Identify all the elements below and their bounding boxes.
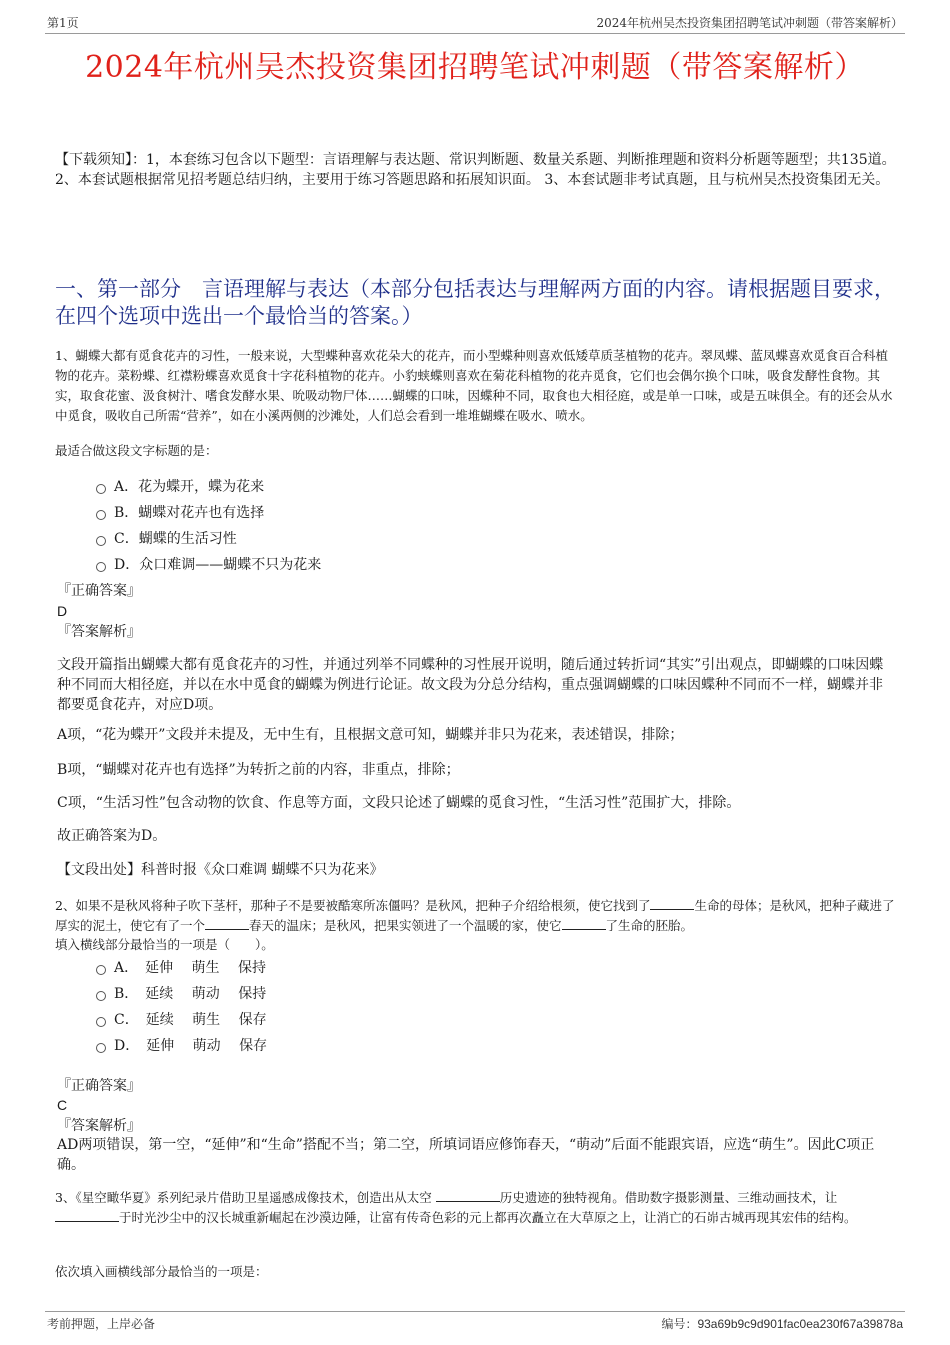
q1-analysis-summary: 文段开篇指出蝴蝶大都有觅食花卉的习性，并通过列举不同蝶种的习性展开说明，随后通过转折词“其实”引出观点，即蝴蝶的口味因蝶种不同而大相径庭，并以在水中觅食的蝴蝶为例进行论证。故文段为分总分结构，重点强调蝴蝶的口味因蝶种不同而不一样，蝴蝶并非都要觅食花卉，对应D项。 — [57, 657, 884, 713]
footer-divider — [45, 1311, 905, 1312]
q2-stem — [55, 896, 900, 936]
page-title: 2024年杭州吴杰投资集团招聘笔试冲刺题（带答案解析） — [85, 50, 865, 85]
footer-code — [661, 1315, 903, 1332]
option-label: B． 延续 萌动 保持 — [114, 986, 267, 1002]
q2-answer-label: 『正确答案』 — [57, 1078, 141, 1094]
radio-icon[interactable] — [96, 1017, 106, 1027]
option-label: A．花为蝶开，蝶为花来 — [114, 479, 265, 495]
q3-question: 依次填入画横线部分最恰当的一项是： — [55, 1264, 268, 1279]
blank-line — [205, 917, 249, 930]
q2-analysis-label: 『答案解析』 — [57, 1118, 141, 1134]
q1-analysis-label: 『答案解析』 — [57, 624, 141, 640]
q1-question: 最适合做这段文字标题的是： — [55, 443, 218, 458]
q1-analysis-conclusion: 故正确答案为D。 — [57, 828, 167, 844]
q1-analysis-c: C项，“生活习性”包含动物的饮食、作息等方面，文段只论述了蝴蝶的觅食习性，“生活习性”范围扩大，排除。 — [57, 795, 741, 811]
q1-source: 【文段出处】科普时报《众口难调 蝴蝶不只为花来》 — [57, 862, 384, 878]
q1-stem: 1、蝴蝶大都有觅食花卉的习性，一般来说，大型蝶种喜欢花朵大的花卉，而小型蝶种则喜欢低矮草质茎植物的花卉。翠凤蝶、蓝凤蝶喜欢觅食百合科植物的花卉。菜粉蝶、红襟粉蝶喜欢觅食十字花科植物的花卉。小豹蛱蝶则喜欢在菊花科植物的花卉觅食，它们也会偶尔换个口味，吸食发酵性食物。其实，取食花蜜、汲食树汁、嗜食发酵水果、吮吸动物尸体……蝴蝶的口味，因蝶种不同，取食也大相径庭，或是单一口味，或是五味俱全。有的还会从水中觅食，吸收自己所需“营养”，如在小溪两侧的沙滩处，人们总会看到一堆堆蝴蝶在吸水、喷水。 — [55, 348, 893, 423]
q2-option-b[interactable] — [96, 984, 266, 1004]
q1-option-a[interactable] — [96, 477, 264, 497]
q1-analysis-a: A项，“花为蝶开”文段并未提及，无中生有，且根据文意可知，蝴蝶并非只为花来，表述错误，排除； — [57, 727, 684, 743]
q2-option-c[interactable] — [96, 1010, 267, 1030]
option-label: D．众口难调——蝴蝶不只为花来 — [114, 557, 322, 573]
q1-analysis-b: B项，“蝴蝶对花卉也有选择”为转折之前的内容，非重点，排除； — [57, 762, 460, 778]
radio-icon[interactable] — [96, 536, 106, 546]
footer-slogan: 考前押题，上岸必备 — [47, 1317, 156, 1331]
q2-option-d[interactable] — [96, 1036, 267, 1056]
q2-answer: C — [57, 1097, 68, 1113]
q1-option-d[interactable] — [96, 555, 321, 575]
blank-line — [650, 897, 694, 910]
blank-line — [55, 1209, 119, 1222]
radio-icon[interactable] — [96, 965, 106, 975]
footer-code-label: 编号： — [661, 1317, 698, 1331]
blank-line — [562, 917, 606, 930]
q2-analysis: AD两项错误，第一空，“延伸”和“生命”搭配不当；第二空，所填词语应修饰春天，“萌动”后面不能跟宾语，应选“萌生”。因此C项正确。 — [57, 1137, 875, 1173]
q1-option-c[interactable] — [96, 529, 237, 549]
q3-stem-part: 3、《星空瞰华夏》系列纪录片借助卫星遥感成像技术，创造出从太空 — [55, 1190, 436, 1205]
q3-stem-part: 于时光沙尘中的汉长城重新崛起在沙漠边陲，让富有传奇色彩的元上都再次矗立在大草原之上，让消亡的石峁古城再现其宏伟的结构。 — [119, 1210, 857, 1225]
q2-option-a[interactable] — [96, 958, 266, 978]
q3-stem — [55, 1188, 900, 1228]
q1-answer-label: 『正确答案』 — [57, 583, 141, 599]
radio-icon[interactable] — [96, 510, 106, 520]
header-doc-title: 2024年杭州吴杰投资集团招聘笔试冲刺题（带答案解析） — [596, 16, 903, 30]
header-divider — [45, 33, 905, 34]
radio-icon[interactable] — [96, 562, 106, 572]
q2-stem-part: 了生命的胚胎。 — [605, 918, 694, 933]
footer-code-value: 93a69b9c9d901fac0ea230f67a39878a — [697, 1317, 903, 1331]
blank-line — [436, 1189, 500, 1202]
option-label: C．蝴蝶的生活习性 — [114, 531, 237, 547]
option-label: D． 延伸 萌动 保存 — [114, 1038, 268, 1054]
option-label: B．蝴蝶对花卉也有选择 — [114, 505, 265, 521]
q2-question: 填入横线部分最恰当的一项是（ ）。 — [55, 937, 274, 952]
q1-option-b[interactable] — [96, 503, 264, 523]
download-notice: 【下载须知】：1，本套练习包含以下题型：言语理解与表达题、常识判断题、数量关系题、判断推理题和资料分析题等题型；共135道。 2、本套试题根据常见招考题总结归纳，主要用于练习答题思路和拓展知识面。 3、本套试题非考试真题，且与杭州吴杰投资集团无关。 — [55, 152, 896, 188]
radio-icon[interactable] — [96, 484, 106, 494]
option-label: C． 延续 萌生 保存 — [114, 1012, 267, 1028]
radio-icon[interactable] — [96, 1043, 106, 1053]
page-number: 第1页 — [47, 16, 79, 30]
section-heading: 一、第一部分 言语理解与表达（本部分包括表达与理解两方面的内容。请根据题目要求，在四个选项中选出一个最恰当的答案。） — [55, 277, 895, 328]
radio-icon[interactable] — [96, 991, 106, 1001]
q2-stem-part: 2、如果不是秋风将种子吹下茎杆，那种子不是要被酷寒所冻僵吗？是秋风，把种子介绍给根须，使它找到了 — [55, 898, 651, 913]
q1-answer: D — [57, 603, 68, 619]
q2-stem-part: 生命的母体；是秋风，把种子藏进了厚实的泥土，使它有了一个 — [55, 898, 895, 933]
option-label: A． 延伸 萌生 保持 — [114, 960, 267, 976]
q2-stem-part: 春天的温床；是秋风，把果实领进了一个温暖的家，使它 — [249, 918, 562, 933]
q3-stem-part: 历史遗迹的独特视角。借助数字摄影测量、三维动画技术，让 — [499, 1190, 838, 1205]
